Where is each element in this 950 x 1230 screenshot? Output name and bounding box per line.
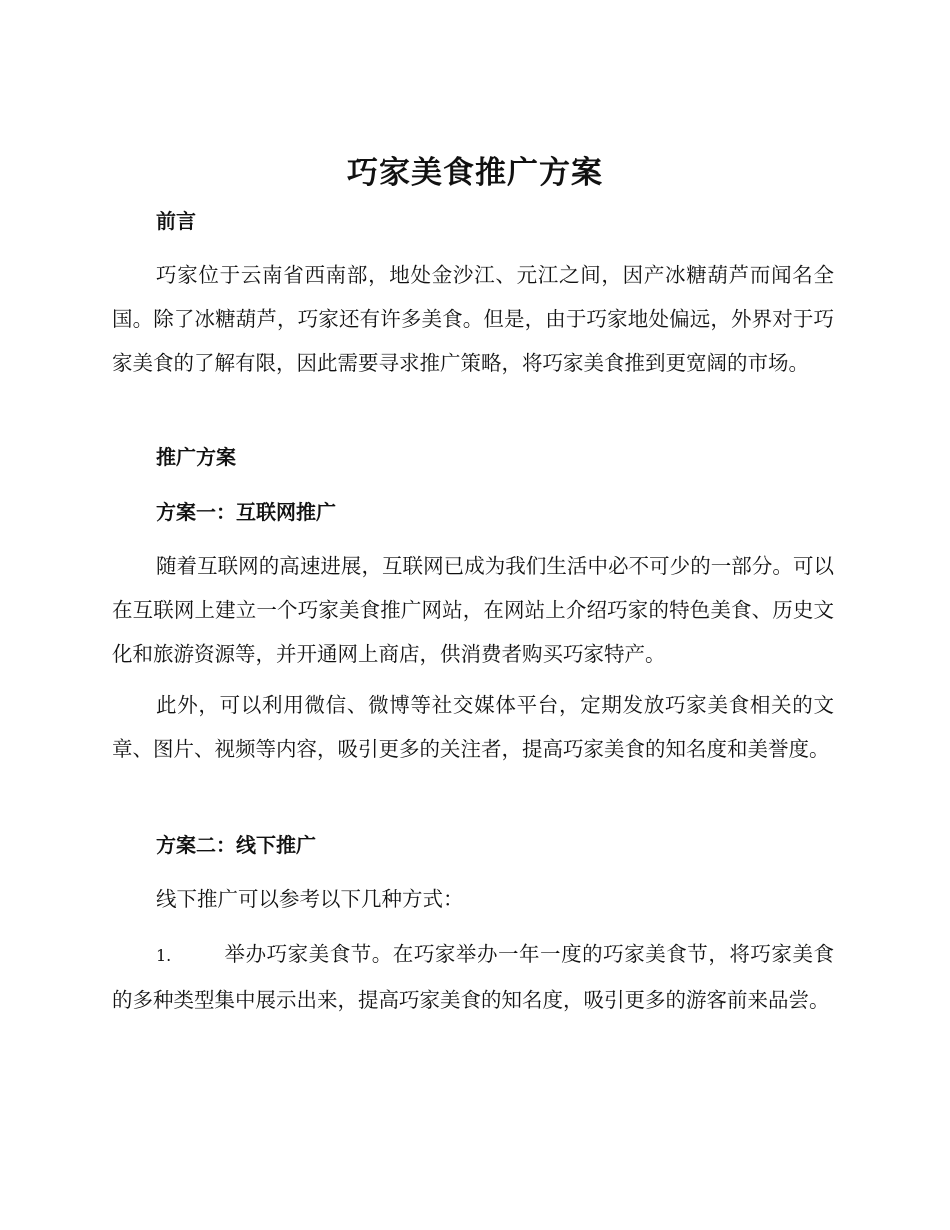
list-item-text: 举办巧家美食节。在巧家举办一年一度的巧家美食节，将巧家美食的多种类型集中展示出来，提高巧家美食的知名度，吸引更多的游客前来品尝。 <box>112 942 834 1012</box>
document-title: 巧家美食推广方案 <box>347 155 603 191</box>
plan2-heading: 方案二：线下推广 <box>156 833 316 857</box>
preface-heading: 前言 <box>156 209 196 233</box>
plan1-heading: 方案一：互联网推广 <box>156 500 336 524</box>
list-item <box>112 932 834 1022</box>
plan1-paragraph-2: 此外，可以利用微信、微博等社交媒体平台，定期发放巧家美食相关的文章、图片、视频等内容，吸引更多的关注者，提高巧家美食的知名度和美誉度。 <box>112 693 834 761</box>
plan1-paragraph-1: 随着互联网的高速进展，互联网已成为我们生活中必不可少的一部分。可以在互联网上建立一个巧家美食推广网站，在网站上介绍巧家的特色美食、历史文化和旅游资源等，并开通网上商店，供消费者购买巧家特产。 <box>112 554 834 666</box>
plan2-intro: 线下推广可以参考以下几种方式： <box>156 887 464 911</box>
list-item-number: 1. <box>156 946 172 965</box>
preface-paragraph: 巧家位于云南省西南部，地处金沙江、元江之间，因产冰糖葫芦而闻名全国。除了冰糖葫芦，巧家还有许多美食。但是，由于巧家地处偏远，外界对于巧家美食的了解有限，因此需要寻求推广策略，将巧家美食推到更宽阔的市场。 <box>112 263 834 375</box>
plan-heading: 推广方案 <box>156 445 236 469</box>
